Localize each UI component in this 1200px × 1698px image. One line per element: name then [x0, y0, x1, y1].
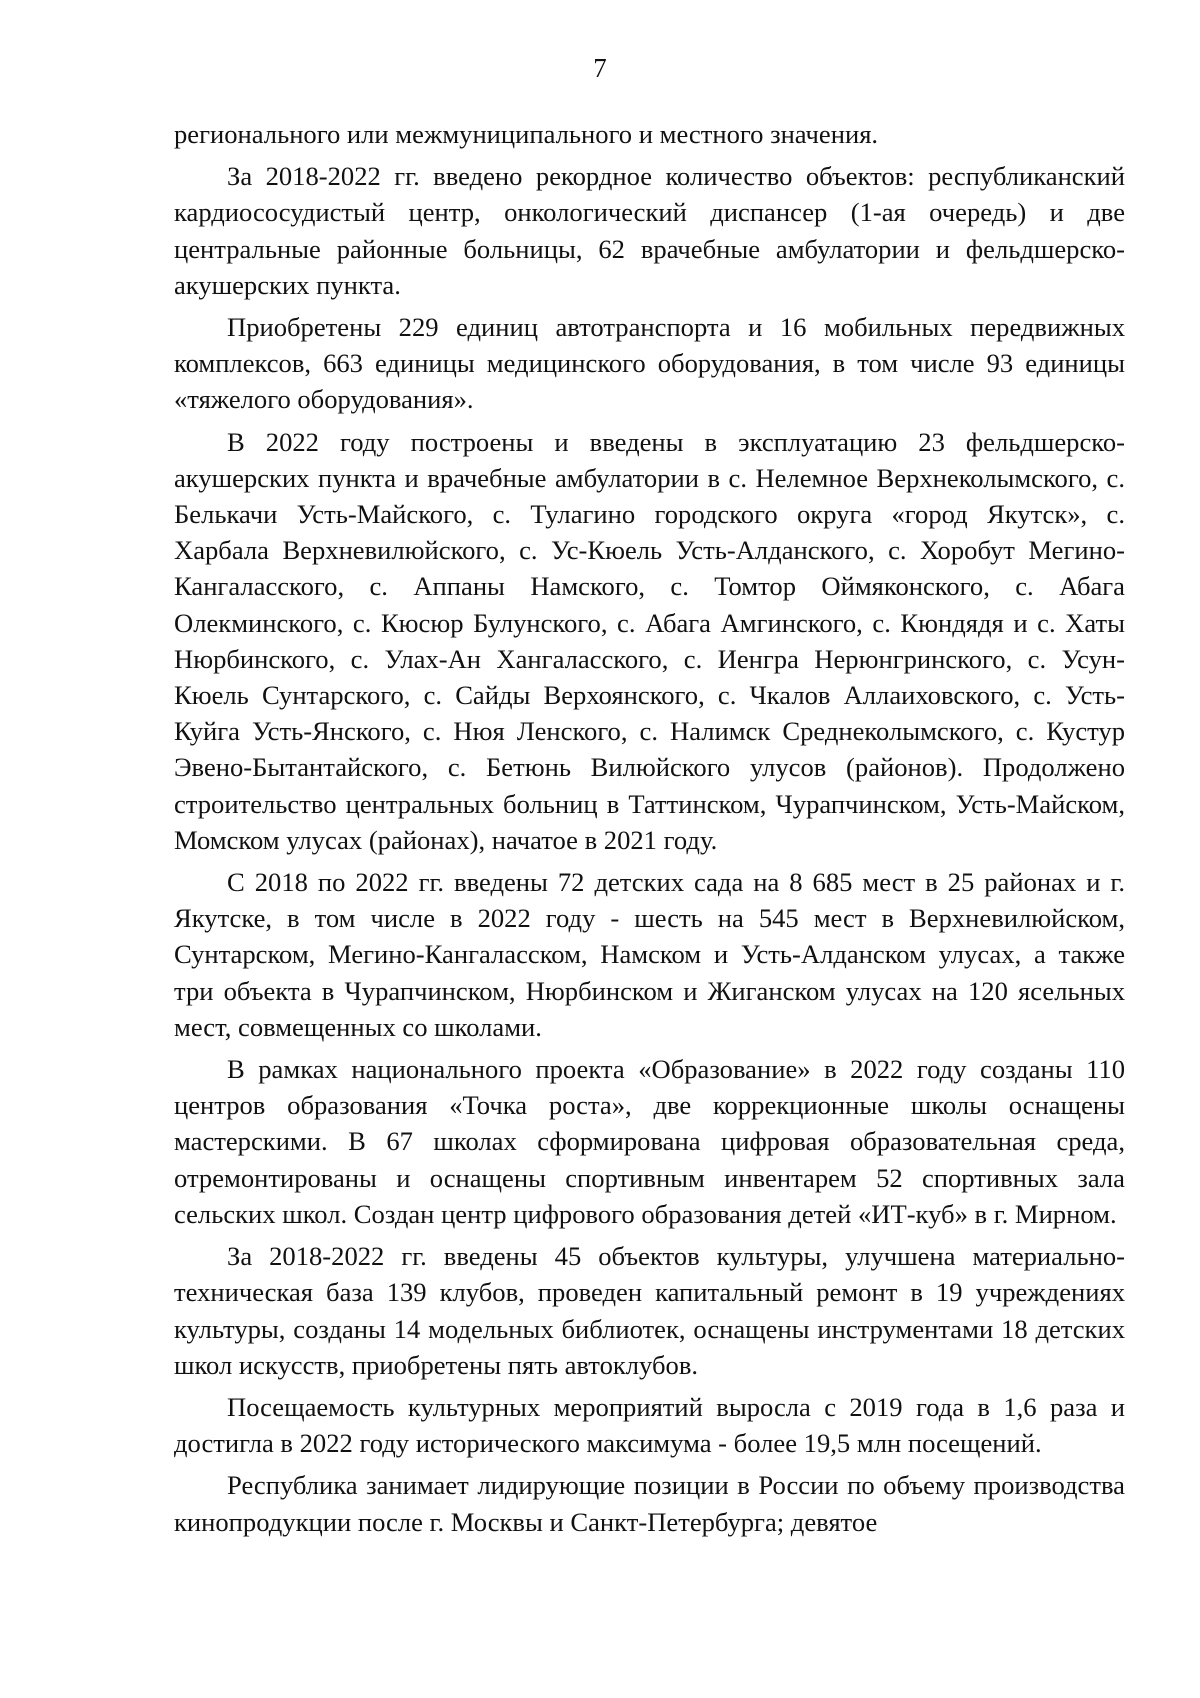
paragraph-2022-outposts: В 2022 году построены и введены в эксплуатацию 23 фельдшерско-акушерских пункта и врачебные амбулатории в с. Нелемное Верхнеколымского, с. Белькачи Усть-Майского, с. Тулагино городского округа «город Якутск», с. Харбала Верхневилюйского, с. Ус-Кюель Усть-Алданского, с. Хоробут Мегино-Кангаласского, с. Аппаны Намского, с. Томтор Оймяконского, с. Абага Олекминского, с. Кюсюр Булунского, с. Абага Амгинского, с. Кюндядя и с. Хаты Нюрбинского, с. Улах-Ан Хангаласского, с. Иенгра Нерюнгринского, с. Усун-Кюель Сунтарского, с. Сайды Верхоянского, с. Чкалов Аллаиховского, с. Усть-Куйга Усть-Янского, с. Нюя Ленского, с. Налимск Среднеколымского, с. Кустур Эвено-Бытантайского, с. Бетюнь Вилюйского улусов (районов). Продолжено строительство центральных больниц в Таттинском, Чурапчинском, Усть-Майском, Момском улусах (районах), начатое в 2021 году.	[174, 426, 1125, 855]
body-text	[174, 116, 1125, 1546]
paragraph-vehicles-equipment: Приобретены 229 единиц автотранспорта и 16 мобильных передвижных комплексов, 663 единицы медицинского оборудования, в том числе 93 единицы «тяжелого оборудования».	[174, 312, 1125, 415]
paragraph-education-project: В рамках национального проекта «Образование» в 2022 году созданы 110 центров образования «Точка роста», две коррекционные школы оснащены мастерскими. В 67 школах сформирована цифровая образовательная среда, отремонтированы и оснащены спортивным инвентарем 52 спортивных зала сельских школ. Создан центр цифрового образования детей «ИТ-куб» в г. Мирном.	[174, 1054, 1125, 1229]
paragraph-continuation: регионального или межмуниципального и местного значения.	[174, 119, 879, 149]
paragraph-kindergartens: С 2018 по 2022 гг. введены 72 детских сада на 8 685 мест в 25 районах и г. Якутске, в том числе в 2022 году - шесть на 545 мест в Верхневилюйском, Сунтарском, Мегино-Кангаласском, Намском и Усть-Алданском улусах, а также три объекта в Чурапчинском, Нюрбинском и Жиганском улусах на 120 ясельных мест, совмещенных со школами.	[174, 867, 1125, 1042]
paragraph-film-production: Республика занимает лидирующие позиции в России по объему производства кинопродукции после г. Москвы и Санкт-Петербурга; девятое	[174, 1470, 1125, 1537]
paragraph-attendance: Посещаемость культурных мероприятий выросла с 2019 года в 1,6 раза и достигла в 2022 году исторического максимума - более 19,5 млн посещений.	[174, 1391, 1125, 1459]
paragraph-new-facilities: За 2018-2022 гг. введено рекордное количество объектов: республиканский кардиососудистый центр, онкологический диспансер (1-ая очередь) и две центральные районные больницы, 62 врачебные амбулатории и фельдшерско-акушерских пункта.	[174, 161, 1125, 300]
page-number: 7	[593, 53, 607, 83]
paragraph-culture-facilities: За 2018-2022 гг. введены 45 объектов культуры, улучшена материально-техническая база 139 клубов, проведен капитальный ремонт в 19 учреждениях культуры, созданы 14 модельных библиотек, оснащены инструментами 18 детских школ искусств, приобретены пять автоклубов.	[174, 1241, 1125, 1380]
